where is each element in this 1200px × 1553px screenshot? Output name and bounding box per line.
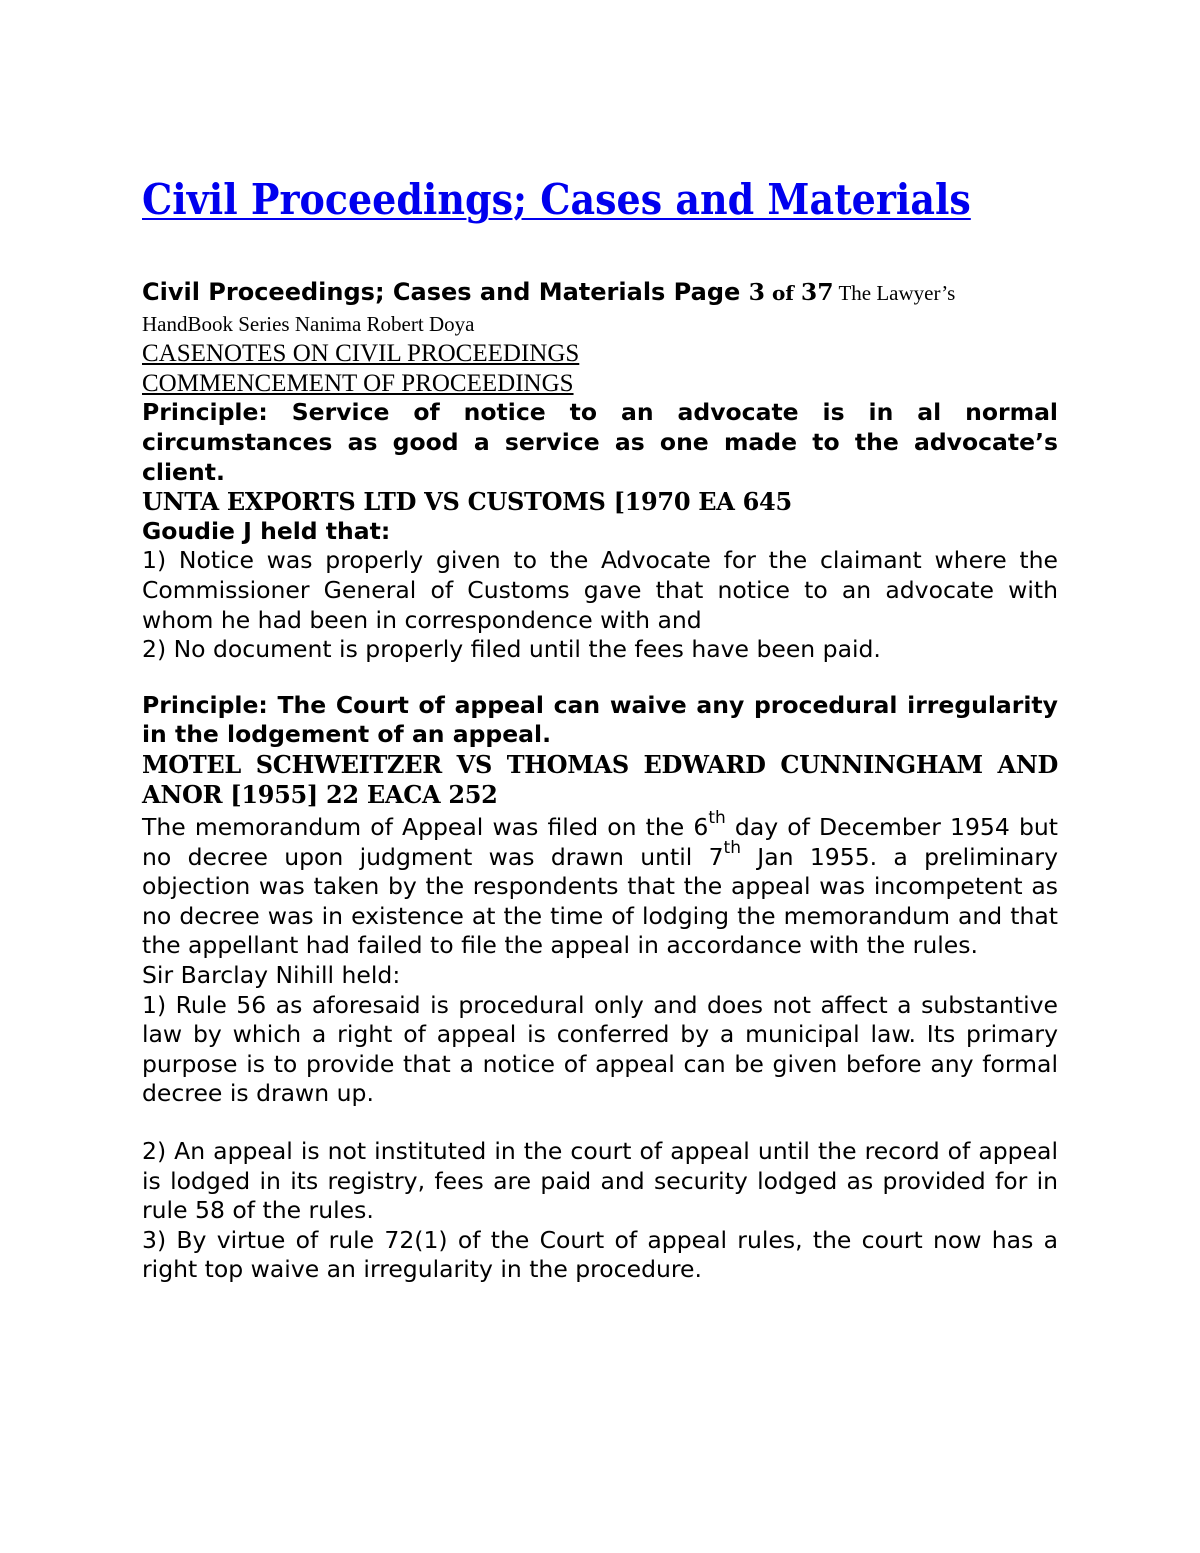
spacer	[142, 1109, 1058, 1137]
page-title[interactable]: Civil Proceedings; Cases and Materials	[142, 175, 971, 224]
facts-part-a: The memorandum of Appeal was filed on the 6	[142, 813, 709, 842]
holding-2-1: 1) Rule 56 as aforesaid is procedural only and does not affect a substantive law by which a right of appeal is conferred by a municipal law. Its primary purpose is to provide that a notice of appeal can be given before any formal decree is drawn up.	[142, 990, 1058, 1108]
held-by-1: Goudie J held that:	[142, 516, 391, 545]
document-body	[142, 278, 1058, 1285]
heading-casenotes: CASENOTES ON CIVIL PROCEEDINGS	[142, 340, 580, 368]
header-of: of	[765, 281, 801, 305]
case-citation-1: UNTA EXPORTS LTD VS CUSTOMS [1970 EA 645	[142, 487, 792, 517]
holding-1-2: 2) No document is properly filed until the fees have been paid.	[142, 635, 881, 664]
principle-2: Principle: The Court of appeal can waive any procedural irregularity in the lodgement of an appeal.	[142, 690, 1058, 749]
header-title: Civil Proceedings; Cases and Materials Page	[142, 278, 749, 306]
header-page-number: 3	[748, 278, 765, 306]
holding-1-1: 1) Notice was properly given to the Advocate for the claimant where the Commissioner General of Customs gave that notice to an advocate with whom he had been in correspondence with and	[142, 546, 1058, 634]
facts-part-c: Jan 1955. a preliminary objection was taken by the respondents that the appeal was incompetent as no decree was in existence at the time of lodging the memorandum and that the appellant had failed to file the appeal in accordance with the rules.	[142, 842, 1058, 960]
case-citation-2: MOTEL SCHWEITZER VS THOMAS EDWARD CUNNINGHAM AND ANOR [1955] 22 EACA 252	[142, 749, 1058, 809]
principle-1: Principle: Service of notice to an advocate is in al normal circumstances as good a service as one made to the advocate’s client.	[142, 398, 1058, 486]
spacer	[142, 665, 1058, 691]
holding-2-3: 3) By virtue of rule 72(1) of the Court of appeal rules, the court now has a right top waive an irregularity in the procedure.	[142, 1225, 1058, 1284]
heading-commencement: COMMENCEMENT OF PROCEEDINGS	[142, 369, 574, 397]
header-series-line2: HandBook Series Nanima Robert Doya	[142, 311, 475, 336]
ordinal-suffix-1: th	[708, 808, 726, 829]
holding-2-2: 2) An appeal is not instituted in the court of appeal until the record of appeal is lodged in its registry, fees are paid and security lodged as provided for in rule 58 of the rules.	[142, 1137, 1058, 1225]
case-facts	[142, 808, 1058, 961]
running-header	[142, 278, 1058, 339]
held-by-2: Sir Barclay Nihill held:	[142, 961, 401, 990]
ordinal-suffix-2: th	[723, 837, 741, 858]
header-series-line1: The Lawyer’s	[833, 281, 956, 305]
facts-part-b: day of December 1954 but no decree upon judgment was drawn until 7	[142, 813, 1058, 871]
header-page-total: 37	[800, 278, 834, 306]
